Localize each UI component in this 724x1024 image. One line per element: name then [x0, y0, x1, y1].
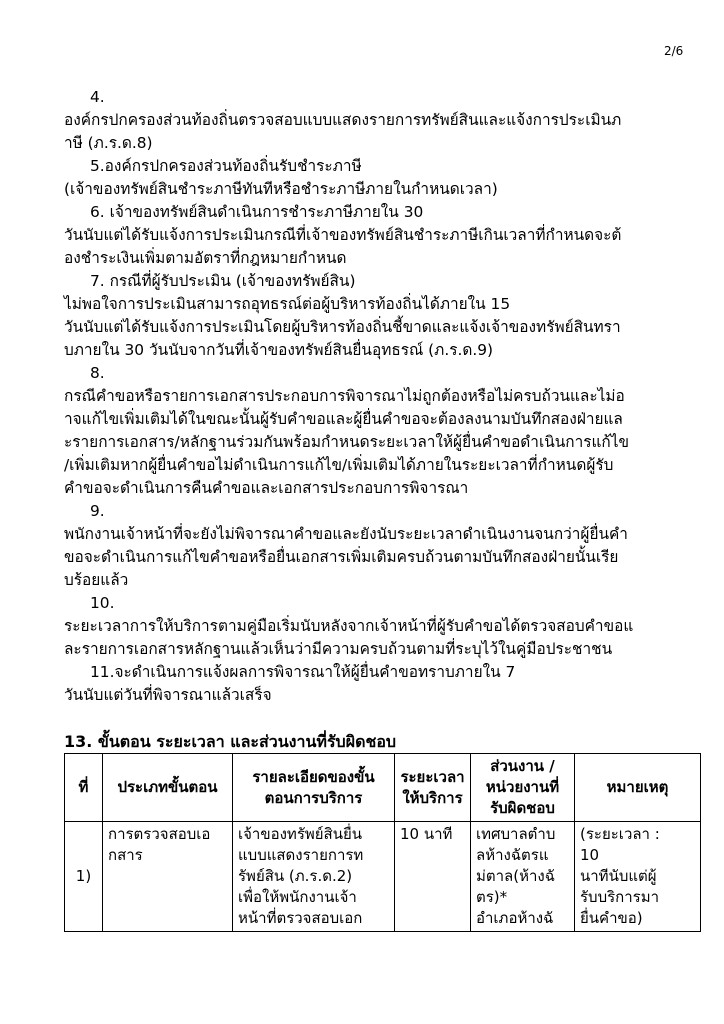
step-paragraph — [64, 201, 694, 270]
table-header-cell: ประเภทขั้นตอน — [103, 754, 233, 822]
page-number: 2/6 — [664, 44, 684, 58]
step-line: าจแก้ไขเพิ่มเติมได้ในขณะนั้นผู้รับคำขอและผู้ยื่นคำขอจะต้องลงนามบันทึกสองฝ่ายแล — [64, 410, 623, 428]
step-line: ระยะเวลาการให้บริการตามคู่มือเริ่มนับหลังจากเจ้าหน้าที่ผู้รับคำขอได้ตรวจสอบคำขอแ — [64, 617, 634, 635]
step-line: องชำระเงินเพิ่มตามอัตราที่กฎหมายกำหนด — [64, 249, 347, 267]
step-type-cell: การตรวจสอบเอ กสาร — [103, 822, 233, 932]
step-line: คำขอจะดำเนินการคืนคำขอและเอกสารประกอบการพิจารณา — [64, 479, 469, 497]
remark-cell: (ระยะเวลา : 10 นาทีนับแต่ผู้ รับบริการมา ยื่นคำขอ) — [575, 822, 701, 932]
step-detail-cell: เจ้าของทรัพย์สินยื่น แบบแสดงรายการท รัพย์สิน (ภ.ร.ด.2) เพื่อให้พนักงานเจ้า หน้าที่ตรวจสอบเอก — [233, 822, 395, 932]
step-line: ะรายการเอกสาร/หลักฐานร่วมกันพร้อมกำหนดระยะเวลาให้ผู้ยื่นคำขอดำเนินการแก้ไข — [64, 433, 629, 451]
table-header-cell: ระยะเวลา ให้บริการ — [395, 754, 471, 822]
step-line: (เจ้าของทรัพย์สินชำระภาษีทันทีหรือชำระภาษีภายในกำหนดเวลา) — [64, 180, 498, 198]
step-line: 7. กรณีที่ผู้รับประเมิน (เจ้าของทรัพย์สิน) — [90, 272, 356, 290]
table-header-cell: รายละเอียดของขั้น ตอนการบริการ — [233, 754, 395, 822]
step-paragraph — [64, 362, 694, 500]
step-line: ละรายการเอกสารหลักฐานแล้วเห็นว่ามีความครบถ้วนตามที่ระบุไว้ในคู่มือประชาชน — [64, 640, 613, 658]
procedure-table — [64, 753, 701, 932]
step-paragraph — [64, 270, 694, 362]
step-number: 4. — [90, 88, 105, 106]
step-number: 10. — [90, 594, 115, 612]
step-line: พนักงานเจ้าหน้าที่จะยังไม่พิจารณาคำขอและยังนับระยะเวลาดำเนินงานจนกว่าผู้ยื่นคำ — [64, 525, 628, 543]
step-line: ไม่พอใจการประเมินสามารถอุทธรณ์ต่อผู้บริหารท้องถิ่นได้ภายใน 15 — [64, 295, 511, 313]
step-line: 5.องค์กรปกครองส่วนท้องถิ่นรับชำระภาษี — [90, 157, 362, 175]
table-header-row — [65, 754, 701, 822]
step-paragraph — [64, 155, 694, 201]
step-line: บภายใน 30 วันนับจากวันที่เจ้าของทรัพย์สินยื่นอุทธรณ์ (ภ.ร.ด.9) — [64, 341, 494, 359]
step-line: 6. เจ้าของทรัพย์สินดำเนินการชำระภาษีภายใน 30 — [90, 203, 424, 221]
step-line: ขอจะดำเนินการแก้ไขคำขอหรือยื่นเอกสารเพิ่มเติมครบถ้วนตามบันทึกสองฝ่ายนั้นเรีย — [64, 548, 619, 566]
table-header-cell: ที่ — [65, 754, 103, 822]
step-line: /เพิ่มเติมหากผู้ยื่นคำขอไม่ดำเนินการแก้ไข/เพิ่มเติมได้ภายในระยะเวลาที่กำหนดผู้รับ — [64, 456, 614, 474]
table-row — [65, 822, 701, 932]
step-line: วันนับแต่ได้รับแจ้งการประเมินกรณีที่เจ้าของทรัพย์สินชำระภาษีเกินเวลาที่กำหนดจะต้ — [64, 226, 622, 244]
step-paragraph — [64, 592, 694, 661]
step-line: องค์กรปกครองส่วนท้องถิ่นตรวจสอบแบบแสดงรายการทรัพย์สินและแจ้งการประเมินภ — [64, 111, 622, 129]
step-paragraph — [64, 86, 694, 155]
step-number: 9. — [90, 502, 105, 520]
step-line: 11.จะดำเนินการแจ้งผลการพิจารณาให้ผู้ยื่นคำขอทราบภายใน 7 — [90, 663, 516, 681]
table-header-cell: ส่วนงาน / หน่วยงานที่ รับผิดชอบ — [471, 754, 575, 822]
procedure-steps — [64, 86, 694, 707]
duration-cell: 10 นาที — [395, 822, 471, 932]
step-number: 8. — [90, 364, 105, 382]
step-line: วันนับแต่วันที่พิจารณาแล้วเสร็จ — [64, 686, 272, 704]
step-paragraph — [64, 661, 694, 707]
step-line: กรณีคำขอหรือรายการเอกสารประกอบการพิจารณาไม่ถูกต้องหรือไม่ครบถ้วนและไม่อ — [64, 387, 625, 405]
table-header-cell: หมายเหตุ — [575, 754, 701, 822]
step-line: บร้อยแล้ว — [64, 571, 129, 589]
agency-cell: เทศบาลตำบ ลห้างฉัตรแ ม่ตาล(ห้างฉั ตร)* อำเภอห้างฉั — [471, 822, 575, 932]
step-line: วันนับแต่ได้รับแจ้งการประเมินโดยผู้บริหารท้องถิ่นชี้ขาดและแจ้งเจ้าของทรัพย์สินทรา — [64, 318, 621, 336]
step-line: าษี (ภ.ร.ด.8) — [64, 134, 153, 152]
section-title: 13. ขั้นตอน ระยะเวลา และส่วนงานที่รับผิดชอบ — [64, 732, 397, 751]
step-paragraph — [64, 500, 694, 592]
row-number: 1) — [65, 822, 103, 932]
